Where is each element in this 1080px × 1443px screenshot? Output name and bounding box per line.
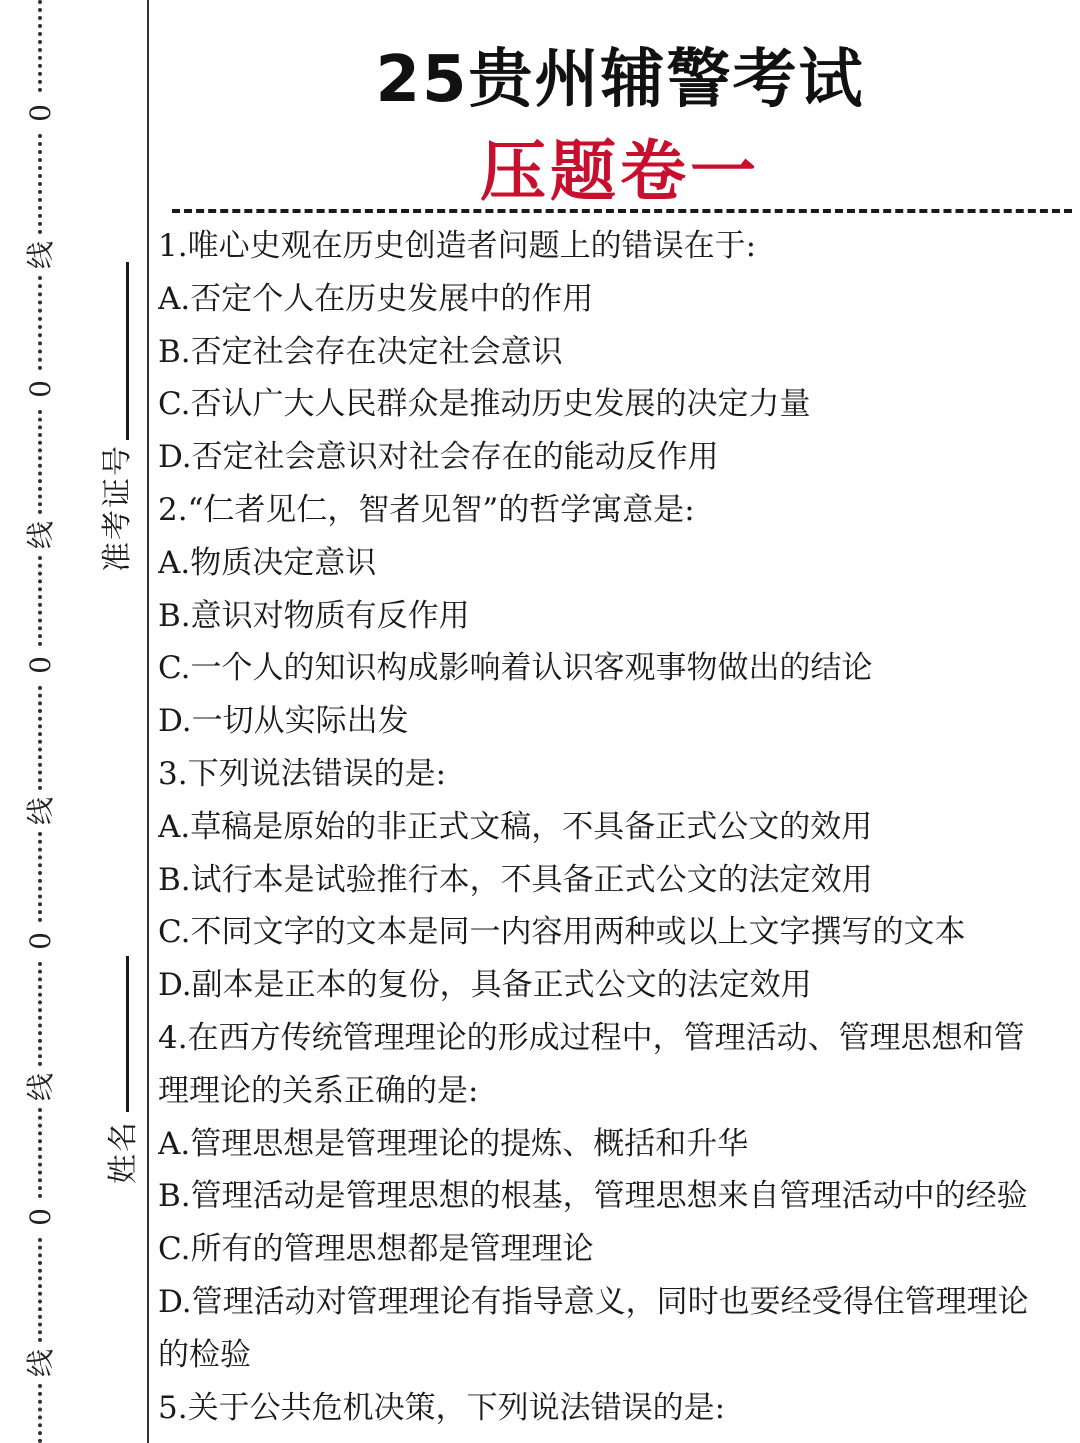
cut-mark: 线 [24,521,57,550]
option-line: B.试行本是试验推行本，不具备正式公文的法定效用 [158,861,873,898]
binding-rule [147,0,149,1443]
exam-id-label: 准考证号 [100,444,135,572]
option-line: A.否定个人在历史发展中的作用 [158,280,594,317]
name-write-line [126,956,129,1112]
option-line: B.管理活动是管理思想的根基，管理思想来自管理活动中的经验 [158,1178,1028,1215]
cut-mark: 线 [24,1073,57,1102]
option-line: D.否定社会意识对社会存在的能动反作用 [158,439,719,476]
cut-mark: 0 [24,1208,57,1226]
question-stem: 5.关于公共危机决策，下列说法错误的是: [158,1389,726,1426]
cut-mark: 0 [24,104,57,122]
exam-id-write-line [126,262,129,440]
cut-line [6,0,76,1443]
binding-margin [0,0,150,1443]
option-line: D.一切从实际出发 [158,703,409,740]
option-line: C.一个人的知识构成影响着认识客观事物做出的结论 [158,650,873,687]
dotted-segment [38,134,42,234]
cut-mark: 线 [24,1349,57,1378]
cut-mark: 0 [24,932,57,950]
question-stem: 3.下列说法错误的是: [158,755,447,792]
dotted-segment [38,410,42,514]
question-stem: 1.唯心史观在历史创造者问题上的错误在于: [158,228,757,264]
option-line: C.所有的管理思想都是管理理论 [158,1231,594,1268]
page-title: 25贵州辅警考试 [375,43,865,117]
dotted-segment [38,1384,42,1443]
cut-mark: 0 [24,380,57,398]
dotted-segment [38,1238,42,1342]
option-line: D.副本是正本的复份，具备正式公文的法定效用 [158,967,812,1004]
option-line: C.不同文字的文本是同一内容用两种或以上文字撰写的文本 [158,914,966,951]
option-line: D.管理活动对管理理论有指导意义，同时也要经受得住管理理论 [158,1283,1029,1320]
cut-mark: 线 [24,241,57,270]
question-stem-continued: 理理论的关系正确的是: [158,1072,479,1109]
option-line: C.否认广大人民群众是推动历史发展的决定力量 [158,386,811,423]
option-line: A.物质决定意识 [158,544,377,581]
question-stem: 4.在西方传统管理理论的形成过程中，管理活动、管理思想和管 [158,1019,1025,1056]
option-line-continued: 的检验 [158,1336,251,1373]
option-line: A.管理思想是管理理论的提炼、概括和升华 [158,1125,749,1162]
name-label: 姓名 [106,1120,141,1184]
dotted-segment [38,962,42,1066]
cut-mark: 0 [24,656,57,674]
dashed-divider [172,209,1072,213]
option-line: B.否定社会存在决定社会意识 [158,333,563,370]
option-line: A.草稿是原始的非正式文稿，不具备正式公文的效用 [158,808,873,845]
page-subtitle: 压题卷一 [480,133,760,210]
cut-mark: 线 [24,797,57,826]
option-line: B.意识对物质有反作用 [158,597,470,634]
question-stem: 2.“仁者见仁，智者见智”的哲学寓意是: [158,491,695,528]
question-list [158,220,1073,1434]
dotted-segment [38,686,42,790]
